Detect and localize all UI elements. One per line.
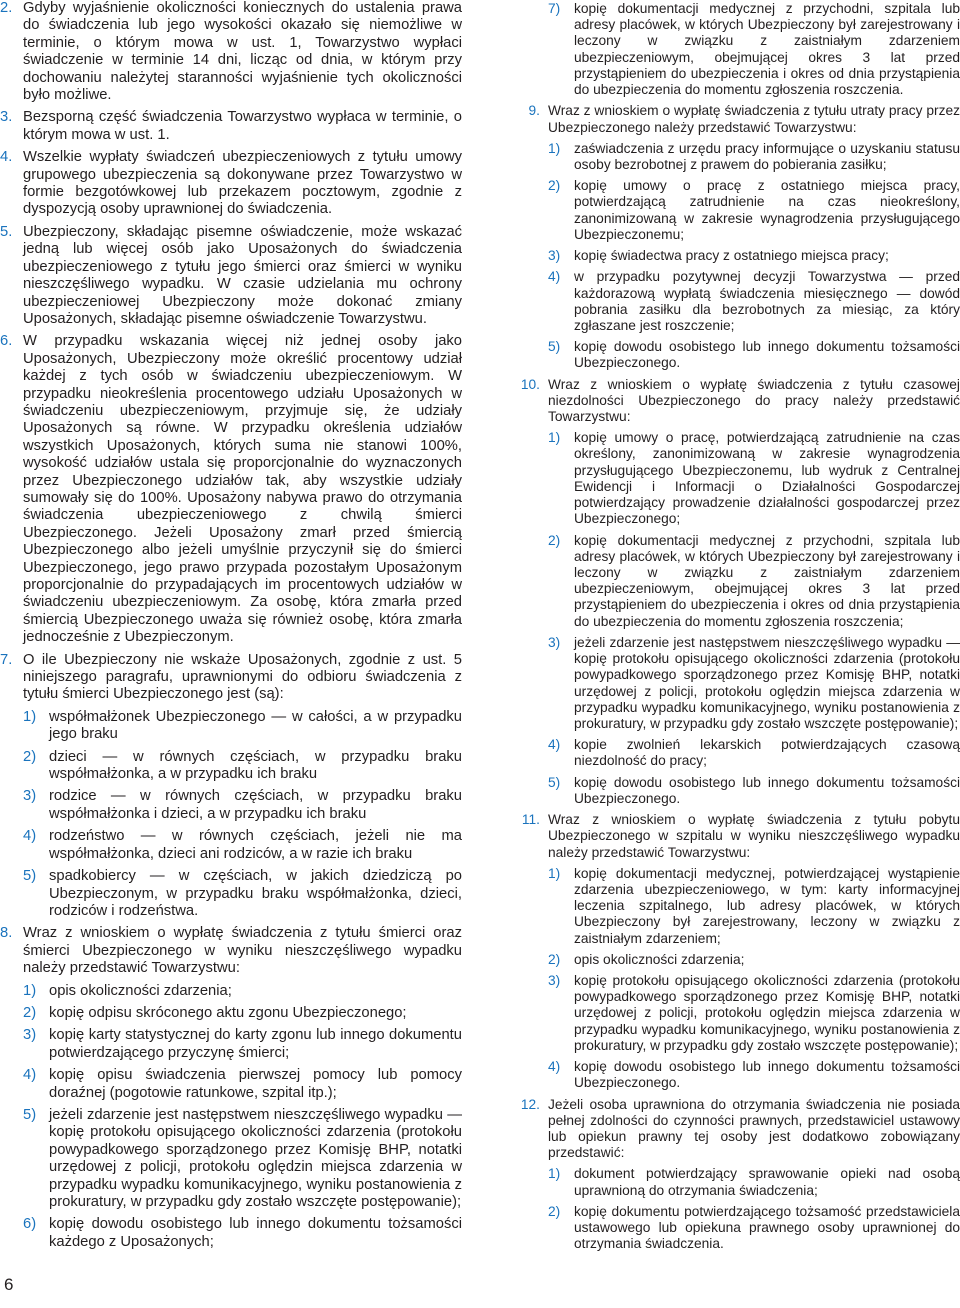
- list-item: [23, 1027, 462, 1062]
- list-item-text: kopię umowy o pracę z ostatniego miejsca pracy, potwierdzającą zatrudnienie na czas nieokreślony, zanonimizowaną w zakresie wynagrodzenia przysługującego Ubezpieczonemu;: [574, 178, 960, 242]
- paragraph-row: [0, 652, 462, 704]
- list-item: [548, 248, 960, 264]
- list-item-number: 1): [548, 1166, 561, 1182]
- list-item-text: kopię dokumentacji medycznej z przychodni, szpitala lub adresy placówek, w których Ubezpieczony był zarejestrowany i leczony w związku z zaistniałym zdarzeniem ubezpieczeniowym, obejmującej okres 3 lat przed przystąpieniem do ubezpieczenia i okres od dnia przystąpienia do ubezpieczenia do momentu zgłoszenia roszczenia;: [574, 532, 960, 629]
- paragraph-text: Ubezpieczony, składając pisemne oświadczenie, może wskazać jedną lub więcej osób jako Uposażonych do świadczenia ubezpieczeniowego z tytułu jego śmierci oraz śmierci w wyniku nieszczęśliwego wypadku. W czasie udzielania mu ochrony ubezpieczeniowej Ubezpieczony może dokonać zmiany Uposażonych, składając pisemne oświadczenie Towarzystwu.: [23, 223, 462, 327]
- list-item: [23, 1107, 462, 1211]
- paragraph-text: Wraz z wnioskiem o wypłatę świadczenia z tytułu pobytu Ubezpieczonego w szpitalu w wyniku nieszczęśliwego wypadku należy przedstawić Towarzystwu:: [548, 812, 960, 860]
- list-item-text: kopię opisu świadczenia pierwszej pomocy lub pomocy doraźnej (pogotowie ratunkowe, szpital itp.);: [49, 1067, 462, 1101]
- list-item-number: 3): [548, 634, 561, 650]
- list-item-number: 1): [548, 865, 561, 881]
- paragraph-text: Wraz z wnioskiem o wypłatę świadczenia z tytułu śmierci oraz śmierci Ubezpieczonego w wyniku nieszczęśliwego wypadku należy przedstawić Towarzystwu:: [23, 925, 462, 977]
- list-item-text: opis okoliczności zdarzenia;: [49, 982, 232, 999]
- list-item-text: dokument potwierdzający sprawowanie opieki nad osobą uprawnioną do otrzymania świadczenia;: [574, 1166, 960, 1198]
- list-item: [548, 430, 960, 527]
- paragraph-text: W przypadku wskazania więcej niż jednej osoby jako Uposażonych, Ubezpieczony może określić procentowy udział każdej z tych osób w świadczeniu ubezpieczeniowym. W przypadku nieokreślenia procentowego udziału Uposażonych w świadczeniu ubezpieczeniowym, przyjmuje się, że udziały Uposażonych są równe. W przypadku określenia udziałów wszystkich Uposażonych, których suma nie stanowi 100%, wysokość udziałów ustala się proporcjonalnie do wyznaczonych przez Ubezpieczonego udziałów tak, aby wszystkie udziały sumowały się do 100%. Uposażony nabywa prawo do otrzymania świadczenia ubezpieczeniowego z chwilą śmierci Ubezpieczonego. Jeżeli Uposażony zmarł przed śmiercią Ubezpieczonego albo jeżeli umyślnie przyczynił się do śmierci Ubezpieczonego, jego prawo przypada pozostałym Uposażonym proporcjonalnie do przypadających im procentowych udziałów w świadczeniu ubezpieczeniowym. Za osobę, która zmarła przed śmiercią Ubezpieczonego uważa się również osobę, która zmarła jednocześnie z Ubezpieczonym.: [23, 333, 462, 646]
- list-item-number: 4): [548, 269, 561, 285]
- paragraph-text: Wraz z wnioskiem o wypłatę świadczenia z tytułu czasowej niezdolności Ubezpieczonego do pracy należy przedstawić Towarzystwu:: [548, 376, 960, 425]
- paragraph-cont: [510, 1, 960, 98]
- paragraph-text: Jeżeli osoba uprawniona do otrzymania świadczenia nie posiada pełnej zdolności do czynności prawnych, przedstawiciel ustawowy lub opiekun prawny tej osoby jest dodatkowo zobowiązany przedstawić:: [548, 1096, 960, 1161]
- list-item-number: 5): [23, 868, 37, 885]
- list-item: [548, 973, 960, 1054]
- paragraph-row: [0, 149, 462, 219]
- paragraph-8: [0, 925, 462, 1251]
- list-item-text: współmałżonek Ubezpieczonego — w całości, a w przypadku jego braku: [49, 708, 462, 743]
- list-item-number: 3): [548, 973, 561, 989]
- paragraph-number: 2.: [0, 0, 13, 16]
- paragraph-number: 11.: [521, 812, 540, 828]
- list-item: [23, 1005, 462, 1022]
- list-item: [548, 339, 960, 371]
- paragraph-11: [510, 812, 960, 1092]
- list-item-text: w przypadku pozytywnej decyzji Towarzystwa — przed każdorazową wypłatą świadczenia miesięcznego — dowód pobrania zasiłku dla bezrobotnych za miesiąc, za który zgłaszane jest roszczenie;: [574, 269, 960, 333]
- list-item: [548, 866, 960, 947]
- paragraph-text: Gdyby wyjaśnienie okoliczności koniecznych do ustalenia prawa do świadczenia lub jego wysokości okazało się niemożliwe w terminie, o którym mowa w ust. 1, Towarzystwo wypłaci świadczenie w terminie 14 dni, licząc od dnia, w którym przy dochowaniu należytej staranności wyjaśnienie tych okoliczności było możliwe.: [23, 0, 462, 104]
- page-number: 6: [4, 1275, 14, 1294]
- list-item-text: jeżeli zdarzenie jest następstwem nieszczęśliwego wypadku — kopię protokołu opisującego okoliczności zdarzenia (protokołu powypadkowego sporządzonego przez Komisję BHP, notatki urzędowej z policji, protokołu oględzin miejsca zdarzenia w przypadku wypadku komunikacyjnego, wyniku postanowienia z prokuratury, w przypadku gdy zostało wszczęte postępowanie);: [49, 1106, 462, 1210]
- list-item-text: kopię dowodu osobistego lub innego dokumentu tożsamości każdego z Uposażonych;: [49, 1216, 462, 1250]
- list-item: [23, 1067, 462, 1102]
- paragraph-row: [0, 333, 462, 646]
- list-item-text: kopię dokumentacji medycznej z przychodni, szpitala lub adresy placówek, w których Ubezpieczony był zarejestrowany i leczony w związku z zaistniałym zdarzeniem ubezpieczeniowym, obejmującej okres 3 lat przed przystąpieniem do ubezpieczenia i okres od dnia przystąpienia do ubezpieczenia do momentu zgłoszenia roszczenia.: [574, 1, 960, 98]
- right-column: [510, 0, 960, 1258]
- list-item-number: 3): [548, 248, 561, 264]
- list-item-number: 5): [548, 774, 561, 790]
- paragraph-number: 9.: [528, 103, 540, 119]
- paragraph-5: [0, 224, 462, 328]
- paragraph-number: 7.: [0, 651, 13, 668]
- list-item: [548, 1, 960, 98]
- list-item: [548, 1059, 960, 1091]
- list-item-text: jeżeli zdarzenie jest następstwem nieszczęśliwego wypadku — kopię protokołu opisującego okoliczności zdarzenia (protokołu powypadkowego sporządzonego przez Komisję BHP, notatki urzędowej z policji, protokołu oględzin miejsca zdarzenia w przypadku wypadku komunikacyjnego, wyniku postanowienia z prokuratury, w przypadku gdy zostało wszczęte postępowanie);: [574, 634, 960, 731]
- paragraph-number: 5.: [0, 223, 13, 240]
- sub-list: [548, 1166, 960, 1252]
- list-item-text: zaświadczenia z urzędu pracy informujące o uzyskaniu statusu osoby bezrobotnej z prawem do pobierania zasiłku;: [574, 140, 960, 172]
- paragraph-number: 3.: [0, 109, 13, 126]
- list-item-number: 1): [23, 982, 37, 999]
- list-item-text: kopie zwolnień lekarskich potwierdzających czasową niezdolność do pracy;: [574, 737, 960, 769]
- paragraph-number: 4.: [0, 149, 13, 166]
- paragraph-text: Bezsporną część świadczenia Towarzystwo wypłaca w terminie, o którym mowa w ust. 1.: [23, 109, 462, 143]
- list-item-number: 4): [23, 828, 37, 845]
- paragraph-row: [0, 0, 462, 104]
- list-item: [548, 533, 960, 630]
- list-item-number: 2): [548, 178, 561, 194]
- list-item-text: kopię dowodu osobistego lub innego dokumentu tożsamości Ubezpieczonego.: [574, 339, 960, 371]
- list-item: [23, 788, 462, 823]
- list-item-number: 6): [23, 1216, 37, 1233]
- list-item: [548, 635, 960, 732]
- sub-list: [548, 141, 960, 372]
- paragraph-7: [0, 652, 462, 921]
- list-item-text: kopię karty statystycznej do karty zgonu lub innego dokumentu potwierdzającego przyczynę śmierci;: [49, 1027, 462, 1061]
- list-item-number: 4): [23, 1067, 37, 1084]
- list-item: [23, 828, 462, 863]
- paragraph-10: [510, 377, 960, 807]
- paragraph-row: [510, 1097, 960, 1162]
- list-item: [548, 1166, 960, 1198]
- list-item: [23, 709, 462, 744]
- list-item-number: 2): [548, 1203, 561, 1219]
- paragraph-text: O ile Ubezpieczony nie wskaże Uposażonych, zgodnie z ust. 5 niniejszego paragrafu, uprawnionymi do odbioru świadczenia z tytułu śmierci Ubezpieczonego jest (są):: [23, 651, 462, 703]
- paragraph-12: [510, 1097, 960, 1253]
- list-item-text: kopię dowodu osobistego lub innego dokumentu tożsamości Ubezpieczonego.: [574, 774, 960, 806]
- paragraph-text: Wraz z wnioskiem o wypłatę świadczenia z tytułu utraty pracy przez Ubezpieczonego należy przedstawić Towarzystwu:: [548, 103, 960, 135]
- paragraph-number: 12.: [520, 1096, 540, 1112]
- list-item-text: spadkobiercy — w częściach, w jakich dziedziczą po Ubezpieczonym, w przypadku braku współmałżonka, dzieci, rodziców i rodzeństwa.: [49, 868, 462, 919]
- list-item: [548, 141, 960, 173]
- list-item: [548, 952, 960, 968]
- list-item-number: 3): [23, 788, 37, 805]
- list-item-number: 5): [23, 1106, 37, 1123]
- paragraph-row: [0, 224, 462, 328]
- list-item-number: 5): [548, 339, 561, 355]
- list-item: [548, 737, 960, 769]
- paragraph-number: 10.: [520, 376, 540, 392]
- paragraph-3: [0, 109, 462, 144]
- list-item-number: 1): [548, 140, 561, 156]
- list-item-number: 2): [23, 748, 37, 765]
- list-item-number: 3): [23, 1027, 37, 1044]
- paragraph-number: 6.: [0, 333, 13, 350]
- list-item-number: 2): [23, 1004, 37, 1021]
- list-item-text: kopię świadectwa pracy z ostatniego miejsca pracy;: [574, 248, 889, 264]
- list-item-text: kopię odpisu skróconego aktu zgonu Ubezpieczonego;: [49, 1004, 407, 1021]
- list-item-text: rodzice — w równych częściach, w przypadku braku współmałżonka i dzieci, a w przypadku ich braku: [49, 788, 462, 822]
- paragraph-6: [0, 333, 462, 646]
- list-item: [23, 749, 462, 784]
- left-column: [0, 0, 462, 1256]
- sub-list: [23, 983, 462, 1252]
- sub-list: [548, 430, 960, 807]
- list-item: [548, 178, 960, 243]
- sub-list: [23, 709, 462, 920]
- list-item-text: kopię protokołu opisującego okoliczności zdarzenia (protokołu powypadkowego sporządzonego przez Komisję BHP, notatki urzędowej z policji, protokołu oględzin miejsca zdarzenia w przypadku wypadku komunikacyjnego, wyniku postanowienia z prokuratury, w przypadku gdy zostało wszczęte postępowanie);: [574, 973, 960, 1053]
- list-item-number: 4): [548, 1059, 561, 1075]
- paragraph-row: [510, 812, 960, 861]
- list-item-number: 4): [548, 737, 561, 753]
- paragraph-row: [0, 925, 462, 977]
- list-item: [548, 269, 960, 334]
- list-item-number: 7): [548, 1, 561, 16]
- list-item-text: kopię umowy o pracę, potwierdzającą zatrudnienie na czas określony, zanonimizowaną w zakresie wynagrodzenia przysługującego Ubezpieczonemu, lub wydruk z Centralnej Ewidencji i Informacji o Działalności Gospodarczej potwierdzający prowadzenie działalności gospodarczej przez Ubezpieczonego;: [574, 430, 960, 527]
- sub-list: [548, 866, 960, 1092]
- list-item: [23, 868, 462, 920]
- list-item-text: kopię dokumentacji medycznej, potwierdzającej wystąpienie zdarzenia ubezpieczeniowego, w tym: karty informacyjnej leczenia szpitalnego, lub adresy placówek, w których Ubezpieczony był zarejestrowany, leczony w związku z zaistniałym zdarzeniem;: [574, 865, 960, 946]
- list-item-number: 1): [23, 708, 37, 725]
- list-item: [548, 1204, 960, 1253]
- list-item-text: kopię dowodu osobistego lub innego dokumentu tożsamości Ubezpieczonego.: [574, 1059, 960, 1091]
- list-item: [548, 775, 960, 807]
- paragraph-9: [510, 103, 960, 371]
- paragraph-row: [510, 103, 960, 135]
- paragraph-2: [0, 0, 462, 104]
- paragraph-row: [0, 109, 462, 144]
- paragraph-number: 8.: [0, 925, 13, 942]
- paragraph-row: [510, 377, 960, 426]
- paragraph-4: [0, 149, 462, 219]
- list-item-text: rodzeństwo — w równych częściach, jeżeli nie ma współmałżonka, dzieci ani rodziców, a w razie ich braku: [49, 828, 462, 862]
- list-item-number: 2): [548, 532, 561, 548]
- list-item: [23, 1216, 462, 1251]
- list-item-text: kopię dokumentu potwierdzającego tożsamość przedstawiciela ustawowego lub opiekuna prawnego osoby uprawnionej do otrzymania świadczenia.: [574, 1203, 960, 1252]
- list-item-number: 1): [548, 430, 561, 446]
- list-item: [23, 983, 462, 1000]
- list-item-number: 2): [548, 951, 561, 967]
- list-item-text: opis okoliczności zdarzenia;: [574, 951, 745, 967]
- paragraph-text: Wszelkie wypłaty świadczeń ubezpieczeniowych z tytułu umowy grupowego ubezpieczenia są dokonywane przez Towarzystwo w formie bezgotówkowej lub przekazem pocztowym, zgodnie z dyspozycją osoby uprawnionej do świadczenia.: [23, 149, 462, 218]
- list-item-text: dzieci — w równych częściach, w przypadku braku współmałżonka, a w przypadku ich braku: [49, 748, 462, 783]
- sub-list: [548, 1, 960, 98]
